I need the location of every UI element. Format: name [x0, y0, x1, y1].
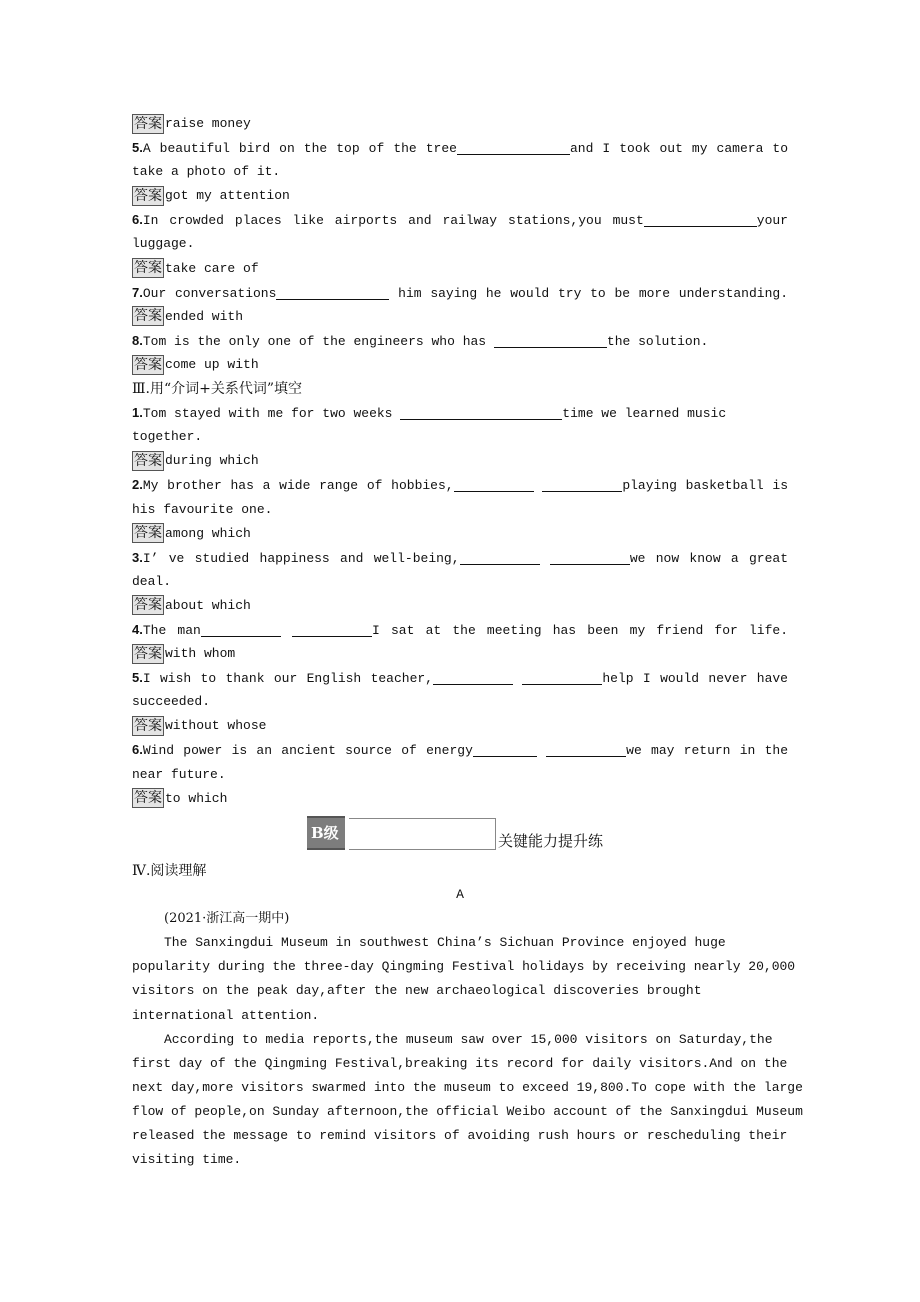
passage-line: popularity during the three-day Qingming Festival holidays by receiving nearly 20,000 [132, 959, 796, 975]
passage-line: visitors on the peak day,after the new archaeological discoveries brought [132, 983, 702, 999]
question-text: luggage. [132, 236, 195, 252]
question-text: help I would never have [602, 671, 788, 687]
question-text: the solution. [606, 333, 709, 349]
answer-tag: 答案 [134, 525, 162, 542]
answer-text: with whom [165, 646, 236, 662]
answer-text: raise money [165, 116, 251, 131]
question-text [540, 551, 550, 566]
question-text: I sat at the meeting has been my friend for life. [372, 622, 788, 638]
exercise-section [132, 112, 788, 811]
question-number: 7. [132, 284, 143, 300]
answer-blank[interactable] [400, 404, 562, 420]
passage-line: international attention. [132, 1007, 320, 1023]
answer-line [132, 257, 788, 281]
question-text: I’ ve studied happiness and well-being, [142, 550, 460, 566]
answer-blank[interactable] [542, 476, 622, 492]
answer-text: take care of [165, 260, 259, 276]
banner-box [349, 818, 496, 850]
answer-blank[interactable] [292, 621, 372, 637]
question-text: playing basketball is [622, 478, 788, 494]
answer-tag: 答案 [134, 308, 162, 325]
answer-line [132, 642, 788, 666]
question-number: 5. [132, 140, 143, 156]
answer-text: among which [165, 525, 251, 541]
question-text: take a photo of it. [132, 164, 281, 180]
section-heading: Ⅲ.用“介词+关系代词”填空 [132, 381, 302, 398]
question-text: Wind power is an ancient source of energy [142, 743, 473, 759]
question-text: his favourite one. [132, 501, 273, 517]
question-number: 2. [132, 477, 143, 493]
answer-blank[interactable] [454, 476, 534, 492]
question-text: succeeded. [132, 694, 211, 710]
question-number: 1. [132, 405, 143, 421]
answer-blank[interactable] [550, 549, 630, 565]
answer-tag: 答案 [134, 645, 162, 662]
answer-line [132, 112, 788, 136]
question-text: deal. [132, 573, 172, 589]
level-tag: B级 [307, 816, 345, 850]
answer-line [132, 594, 788, 618]
answer-blank[interactable] [644, 211, 757, 227]
section-heading: Ⅳ.阅读理解 [132, 863, 207, 879]
question-line [132, 401, 788, 425]
answer-line [132, 184, 788, 208]
answer-line [132, 305, 788, 329]
question-line [132, 738, 788, 762]
passage-line: According to media reports,the museum saw over 15,000 visitors on Saturday,the [164, 1031, 773, 1047]
question-text: My brother has a wide range of hobbies, [142, 478, 454, 494]
passage-line: first day of the Qingming Festival,breaking its record for daily visitors.And on the [132, 1055, 788, 1071]
answer-text: without whose [165, 718, 267, 734]
question-line [132, 136, 788, 160]
question-number: 8. [132, 332, 143, 348]
passage-line: visiting time. [132, 1152, 242, 1168]
answer-text: during which [165, 453, 259, 469]
answer-blank[interactable] [433, 669, 513, 685]
question-text: him saying he would try to be more understanding. [389, 285, 788, 301]
answer-tag: 答案 [134, 597, 162, 614]
answer-tag: 答案 [134, 717, 162, 734]
answer-tag: 答案 [134, 790, 162, 807]
banner-title: 关键能力提升练 [498, 832, 604, 850]
question-text: Tom is the only one of the engineers who has [142, 333, 494, 349]
answer-line [132, 522, 788, 546]
question-number: 5. [132, 670, 143, 686]
answer-text: about which [165, 597, 251, 613]
question-text [281, 623, 292, 638]
question-line [132, 666, 788, 690]
answer-text: ended with [165, 308, 244, 324]
answer-text: to which [165, 790, 228, 806]
question-text: Our conversations [142, 285, 277, 301]
answer-blank[interactable] [276, 284, 389, 300]
question-number: 6. [132, 742, 143, 758]
question-text [534, 478, 543, 493]
question-text: together. [132, 429, 203, 445]
answer-text: come up with [165, 356, 259, 372]
question-text [537, 743, 546, 758]
question-line [132, 618, 788, 642]
answer-line [132, 449, 788, 473]
passage-source: (2021·浙江高一期中) [164, 911, 290, 927]
answer-blank[interactable] [460, 549, 540, 565]
answer-text: got my attention [165, 188, 290, 204]
passage-line: next day,more visitors swarmed into the museum to exceed 19,800.To cope with the large [132, 1079, 803, 1095]
question-line [132, 546, 788, 570]
answer-blank[interactable] [201, 621, 281, 637]
answer-tag: 答案 [134, 452, 162, 469]
question-text: we now know a great [629, 550, 788, 566]
answer-tag: 答案 [134, 260, 162, 277]
question-line [132, 208, 788, 232]
answer-tag: 答案 [134, 115, 162, 132]
question-text: we may return in the [626, 743, 788, 759]
answer-tag: 答案 [134, 356, 162, 373]
question-text: In crowded places like airports and railway stations,you must [142, 213, 644, 229]
question-line [132, 763, 788, 787]
question-text: Tom stayed with me for two weeks [142, 406, 401, 422]
question-number: 3. [132, 549, 143, 565]
question-text: time we learned music [562, 406, 727, 422]
answer-blank[interactable] [457, 139, 570, 155]
passage-line: The Sanxingdui Museum in southwest China’s Sichuan Province enjoyed huge [164, 935, 726, 951]
question-text: near future. [132, 766, 226, 782]
answer-blank[interactable] [473, 741, 537, 757]
question-text: The man [142, 622, 201, 638]
question-number: 6. [132, 212, 143, 228]
passage-line: released the message to remind visitors of avoiding rush hours or rescheduling their [132, 1128, 788, 1144]
question-line [132, 690, 788, 714]
question-number: 4. [132, 621, 143, 637]
question-text: I wish to thank our English teacher, [142, 671, 433, 687]
question-line [132, 232, 788, 256]
answer-blank[interactable] [522, 669, 602, 685]
passage [132, 931, 803, 1172]
reading-section [132, 859, 803, 1172]
level-banner [307, 816, 603, 850]
answer-blank[interactable] [546, 741, 626, 757]
answer-tag: 答案 [134, 187, 162, 204]
question-line [132, 281, 788, 305]
question-line [132, 425, 788, 449]
question-line [132, 329, 788, 353]
question-line [132, 473, 788, 497]
passage-label: A [456, 887, 464, 903]
question-text: your [756, 213, 788, 229]
question-text: A beautiful bird on the top of the tree [142, 141, 457, 157]
answer-line [132, 353, 788, 377]
answer-line [132, 787, 788, 811]
question-line [132, 498, 788, 522]
question-line [132, 160, 788, 184]
question-line [132, 570, 788, 594]
answer-blank[interactable] [494, 332, 607, 348]
answer-line [132, 714, 788, 738]
passage-line: flow of people,on Sunday afternoon,the official Weibo account of the Sanxingdui Museum [132, 1103, 803, 1119]
question-text [513, 671, 522, 686]
question-text: and I took out my camera to [569, 141, 788, 157]
